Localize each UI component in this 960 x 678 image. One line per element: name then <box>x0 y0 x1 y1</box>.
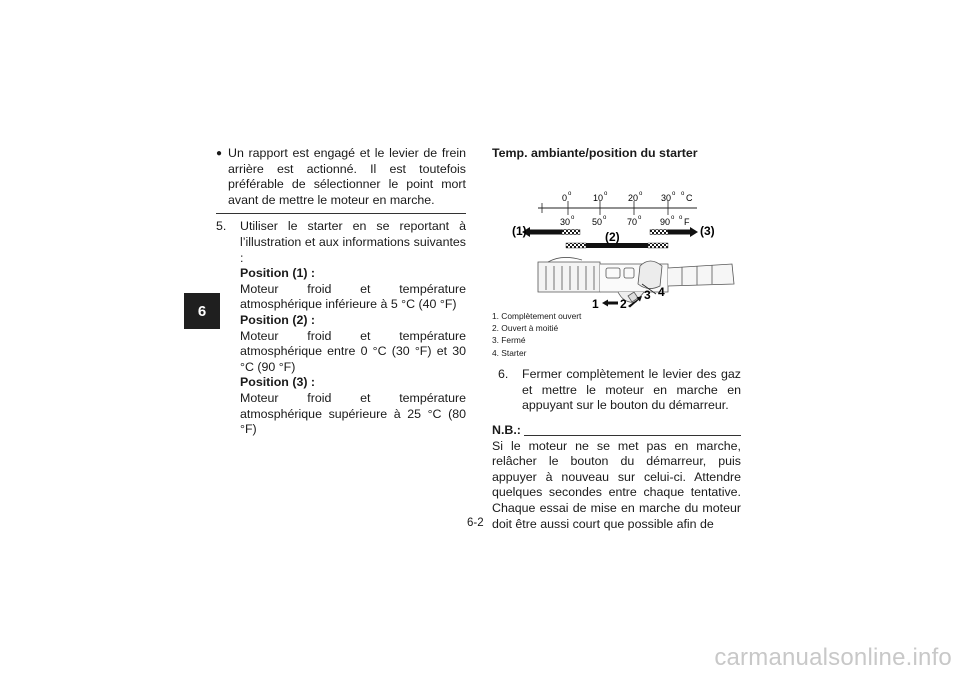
svg-text:o: o <box>571 214 575 221</box>
bullet-dot-icon: ● <box>216 148 223 159</box>
zone-2-label: (2) <box>605 229 620 244</box>
zone-2-gradient-right <box>648 243 668 248</box>
diagram-title: Temp. ambiante/position du starter <box>492 146 698 160</box>
svg-text:o: o <box>568 190 572 197</box>
svg-text:o: o <box>681 190 685 197</box>
legend-item: 4. Starter <box>492 347 527 358</box>
callout-4: 4 <box>658 284 665 299</box>
right-column <box>492 146 741 532</box>
fahrenheit-label: 70 <box>627 216 638 227</box>
watermark: carmanualsonline.info <box>714 644 952 671</box>
handlebar-illustration <box>538 257 734 302</box>
fahrenheit-label: 90 <box>660 216 671 227</box>
position-2-title: Position (2) : <box>240 312 316 327</box>
nb-label: N.B.: <box>492 423 521 437</box>
zone-3-arrow <box>668 227 698 237</box>
legend-item: 2. Ouvert à moitié <box>492 323 559 333</box>
divider <box>216 213 466 214</box>
nb-rule <box>524 435 741 436</box>
fahrenheit-label: 30 <box>560 216 571 227</box>
svg-text:o: o <box>638 214 642 221</box>
left-column <box>216 146 466 438</box>
callout-2: 2 <box>620 296 627 308</box>
zone-3-label: (3) <box>700 223 715 238</box>
arrow-left-icon <box>602 299 618 306</box>
legend-item: 1. Complètement ouvert <box>492 310 582 321</box>
step-6-text: Fermer complètement le levier des gaz et mettre le moteur en marche en appuyant sur le bouton du démarreur. <box>522 367 741 413</box>
callout-1: 1 <box>592 296 599 308</box>
celsius-label: 10 <box>593 192 604 203</box>
zone-3-gradient <box>650 229 668 234</box>
page-number: 6-2 <box>467 517 484 529</box>
nb-text: Si le moteur ne se met pas en marche, relâcher le bouton du démarreur, puis appuyer à nouveau sur celui-ci. Attendre quelques secondes entre chaque tentative. Chaque essai de mise en marche du moteur doit être aussi court que possible afin de <box>492 438 741 531</box>
chapter-tab <box>184 293 220 329</box>
position-1-text: Moteur froid et température atmosphérique inférieure à 5 °C (40 °F) <box>240 281 466 312</box>
zone-1-gradient <box>562 229 580 234</box>
svg-text:o: o <box>671 214 675 221</box>
celsius-label: 30 <box>661 192 672 203</box>
callout-3: 3 <box>644 287 651 302</box>
fahrenheit-label: 50 <box>592 216 603 227</box>
celsius-label: 0 <box>562 192 568 203</box>
step-5-number: 5. <box>216 219 227 234</box>
zone-1-label: (1) <box>512 223 527 238</box>
step-5 <box>216 219 466 437</box>
svg-text:o: o <box>603 214 607 221</box>
nb-heading <box>492 423 741 439</box>
choke-diagram <box>492 168 741 308</box>
position-1-title: Position (1) : <box>240 266 316 281</box>
bullet-item <box>216 146 466 208</box>
bullet-text: Un rapport est engagé et le levier de frein arrière est actionné. Il est toutefois préférable de sélectionner le point mort avant de mettre le moteur en marche. <box>228 146 466 207</box>
svg-text:o: o <box>672 190 676 197</box>
diagram-legend <box>492 310 741 360</box>
svg-text:o: o <box>679 214 683 221</box>
svg-text:o: o <box>639 190 643 197</box>
svg-text:o: o <box>604 190 608 197</box>
celsius-label: 20 <box>628 192 639 203</box>
step-6-number: 6. <box>498 367 509 382</box>
zone-2-gradient-left <box>566 243 586 248</box>
chapter-tab-label: 6 <box>197 302 207 320</box>
position-2-text: Moteur froid et température atmosphérique entre 0 °C (30 °F) et 30 °C (90 °F) <box>240 328 466 374</box>
step-6 <box>492 367 741 414</box>
position-3-title: Position (3) : <box>240 375 316 390</box>
step-5-intro: Utiliser le starter en se reportant à l’illustration et aux informations suivantes : <box>240 219 466 265</box>
position-3-text: Moteur froid et température atmosphérique supérieure à 25 °C (80 °F) <box>240 390 466 437</box>
celsius-unit: C <box>686 192 693 203</box>
zone-1-arrow <box>522 227 562 237</box>
legend-item: 3. Fermé <box>492 335 526 346</box>
choke-diagram-svg <box>492 168 741 308</box>
fahrenheit-unit: F <box>684 216 690 227</box>
